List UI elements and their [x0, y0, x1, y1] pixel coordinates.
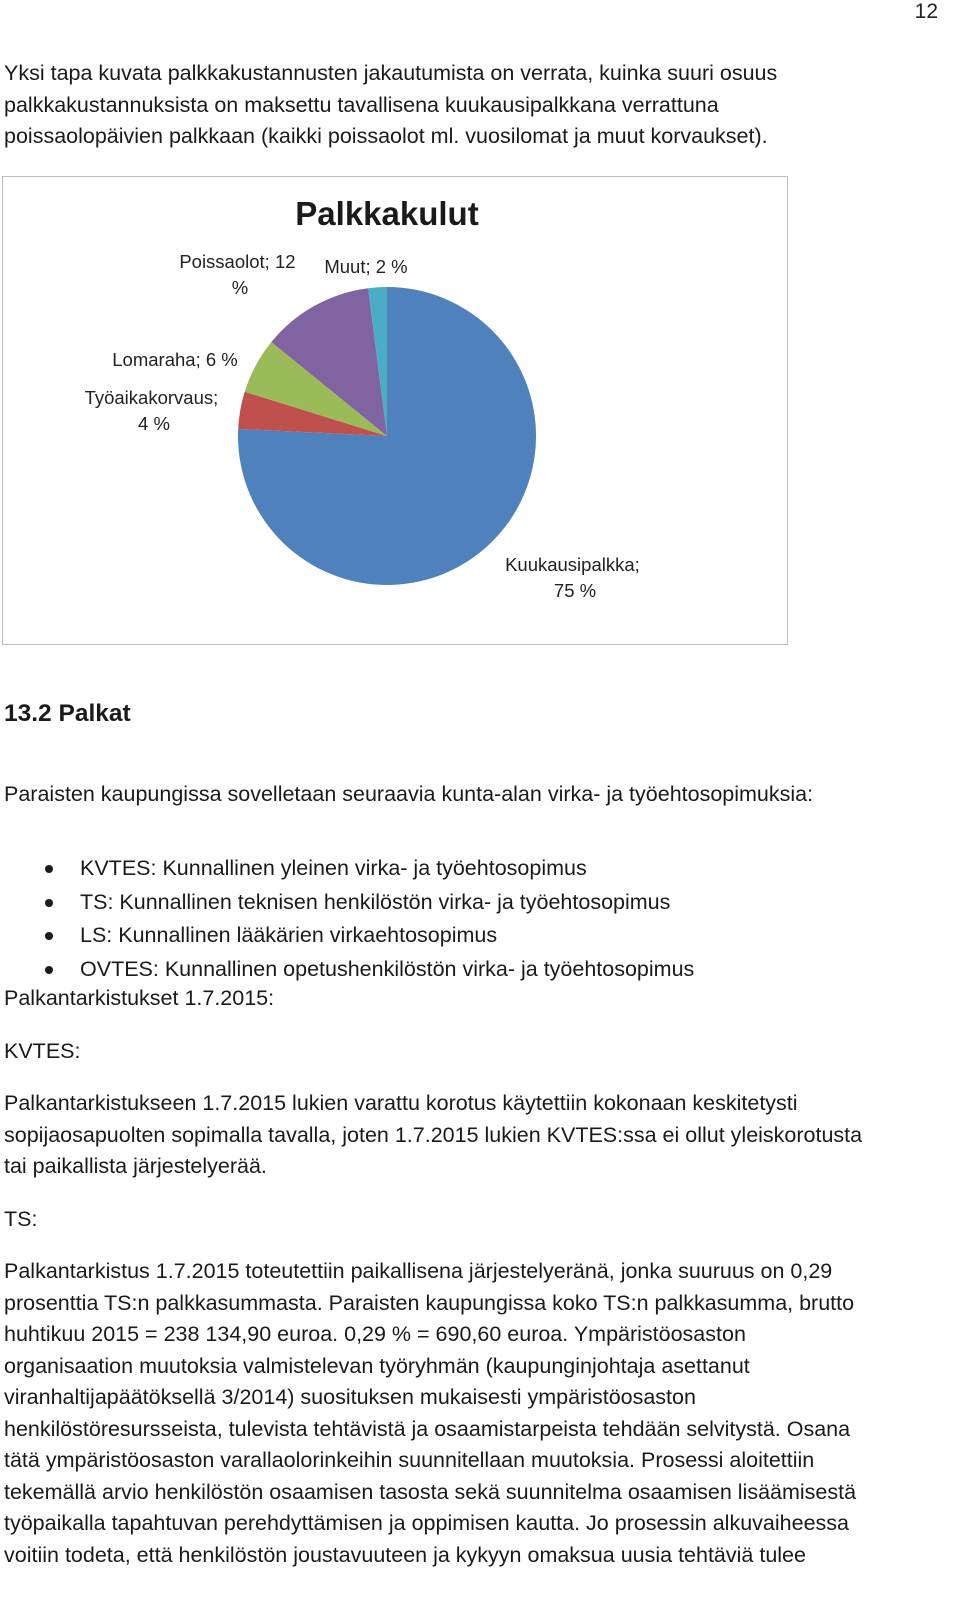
list-item: [0, 919, 694, 953]
ts-paragraph: [4, 1256, 952, 1571]
list-item-text: OVTES: Kunnallinen opetushenkilöstön virka- ja työehtosopimus: [80, 956, 695, 981]
text-line: prosenttia TS:n palkkasummasta. Paraisten kaupungissa koko TS:n palkkasumma, brutto: [4, 1290, 855, 1315]
label-line: 75 %: [553, 580, 597, 601]
text-line: huhtikuu 2015 = 238 134,90 euroa. 0,29 % = 690,60 euroa. Ympäristöosaston: [4, 1322, 746, 1346]
slice-label-kuukausipalkka: [505, 554, 645, 601]
list-item-text: LS: Kunnallinen lääkärien virkaehtosopimus: [80, 923, 498, 947]
text-line: palkkakustannuksista on maksettu tavallisena kuukausipalkkana verrattuna: [4, 92, 719, 117]
text-line: henkilöstöresursseista, tulevista tehtävistä ja osaamistarpeista tehdään selvitystä. Osana: [4, 1416, 851, 1441]
agreements-list: [0, 852, 694, 986]
list-item: [0, 886, 694, 920]
bullet-icon: [45, 932, 53, 940]
text-line: työpaikalla tapahtuvan perehdyttämisen ja oppimisen kautta. Jo prosessin alkuvaiheessa: [4, 1511, 849, 1535]
kvtes-label: KVTES:: [4, 1039, 81, 1063]
text-line: viranhaltijapäätöksellä 3/2014) suosituksen mukaisesti ympäristöosaston: [4, 1385, 696, 1409]
chart-title: Palkkakulut: [295, 195, 479, 232]
text-line: tai paikallista järjestelyerää.: [4, 1154, 267, 1178]
page-number: 12: [914, 0, 938, 23]
section-heading: 13.2 Palkat: [4, 700, 131, 727]
list-item-text: KVTES: Kunnallinen yleinen virka- ja työehtosopimus: [80, 856, 587, 880]
label-line: Työaikakorvaus;: [84, 387, 219, 408]
intro-paragraph: [4, 58, 952, 153]
bullet-icon: [45, 899, 53, 907]
slice-label-muut: [324, 256, 407, 277]
label-line: 4 %: [138, 413, 170, 434]
bullet-icon: [45, 966, 53, 974]
bullet-icon: [45, 865, 53, 873]
text-line: Palkantarkistukseen 1.7.2015 lukien varattu korotus käytettiin kokonaan keskitetysti: [4, 1091, 798, 1115]
list-item-text: TS: Kunnallinen teknisen henkilöstön virka- ja työehtosopimus: [80, 889, 671, 914]
pie-chart: [2, 176, 788, 645]
text-line: Palkantarkistus 1.7.2015 toteutettiin paikallisena järjestelyeränä, jonka suuruus on 0,29: [4, 1259, 833, 1283]
slice-label-lomaraha: [112, 349, 237, 370]
text-line: organisaation muutoksia valmistelevan työryhmän (kaupunginjohtaja asettanut: [4, 1353, 750, 1378]
list-item: [0, 953, 694, 987]
label-line: %: [231, 277, 249, 298]
list-item: [0, 852, 694, 886]
pie-chart-svg: [3, 177, 789, 646]
text-line: sopijaosapuolten sopimalla tavalla, joten 1.7.2015 lukien KVTES:ssa ei ollut yleiskorotusta: [4, 1122, 863, 1147]
label-line: Muut; 2 %: [324, 256, 408, 277]
text-line: tekemällä arvio henkilöstön osaamisen tasosta sekä suunnitelma osaamisen lisäämisestä: [4, 1479, 857, 1504]
revisions-title: Palkantarkistukset 1.7.2015:: [4, 986, 275, 1010]
pie-slices: [238, 287, 536, 585]
slice-label-poissaolot: [179, 251, 300, 298]
slice-label-tyoaikakorvaus: [85, 387, 224, 434]
label-line: Lomaraha; 6 %: [112, 349, 238, 370]
text-line: voitiin todeta, että henkilöstön joustavuuteen ja kykyyn omaksua uusia tehtäviä tulee: [4, 1542, 806, 1567]
kvtes-paragraph: [4, 1088, 952, 1183]
ts-label: TS:: [4, 1207, 38, 1231]
text-line: Yksi tapa kuvata palkkakustannusten jakautumista on verrata, kuinka suuri osuus: [4, 61, 778, 85]
text-line: tätä ympäristöosaston varallaolorinkeihin suunnitellaan muutoksia. Prosessi aloitettiin: [4, 1448, 815, 1472]
label-line: Kuukausipalkka;: [505, 554, 640, 575]
label-line: Poissaolot; 12: [179, 251, 296, 272]
agreements-intro: Paraisten kaupungissa sovelletaan seuraavia kunta-alan virka- ja työehtosopimuksia:: [4, 782, 814, 806]
text-line: poissaolopäivien palkkaan (kaikki poissaolot ml. vuosilomat ja muut korvaukset).: [4, 124, 768, 148]
